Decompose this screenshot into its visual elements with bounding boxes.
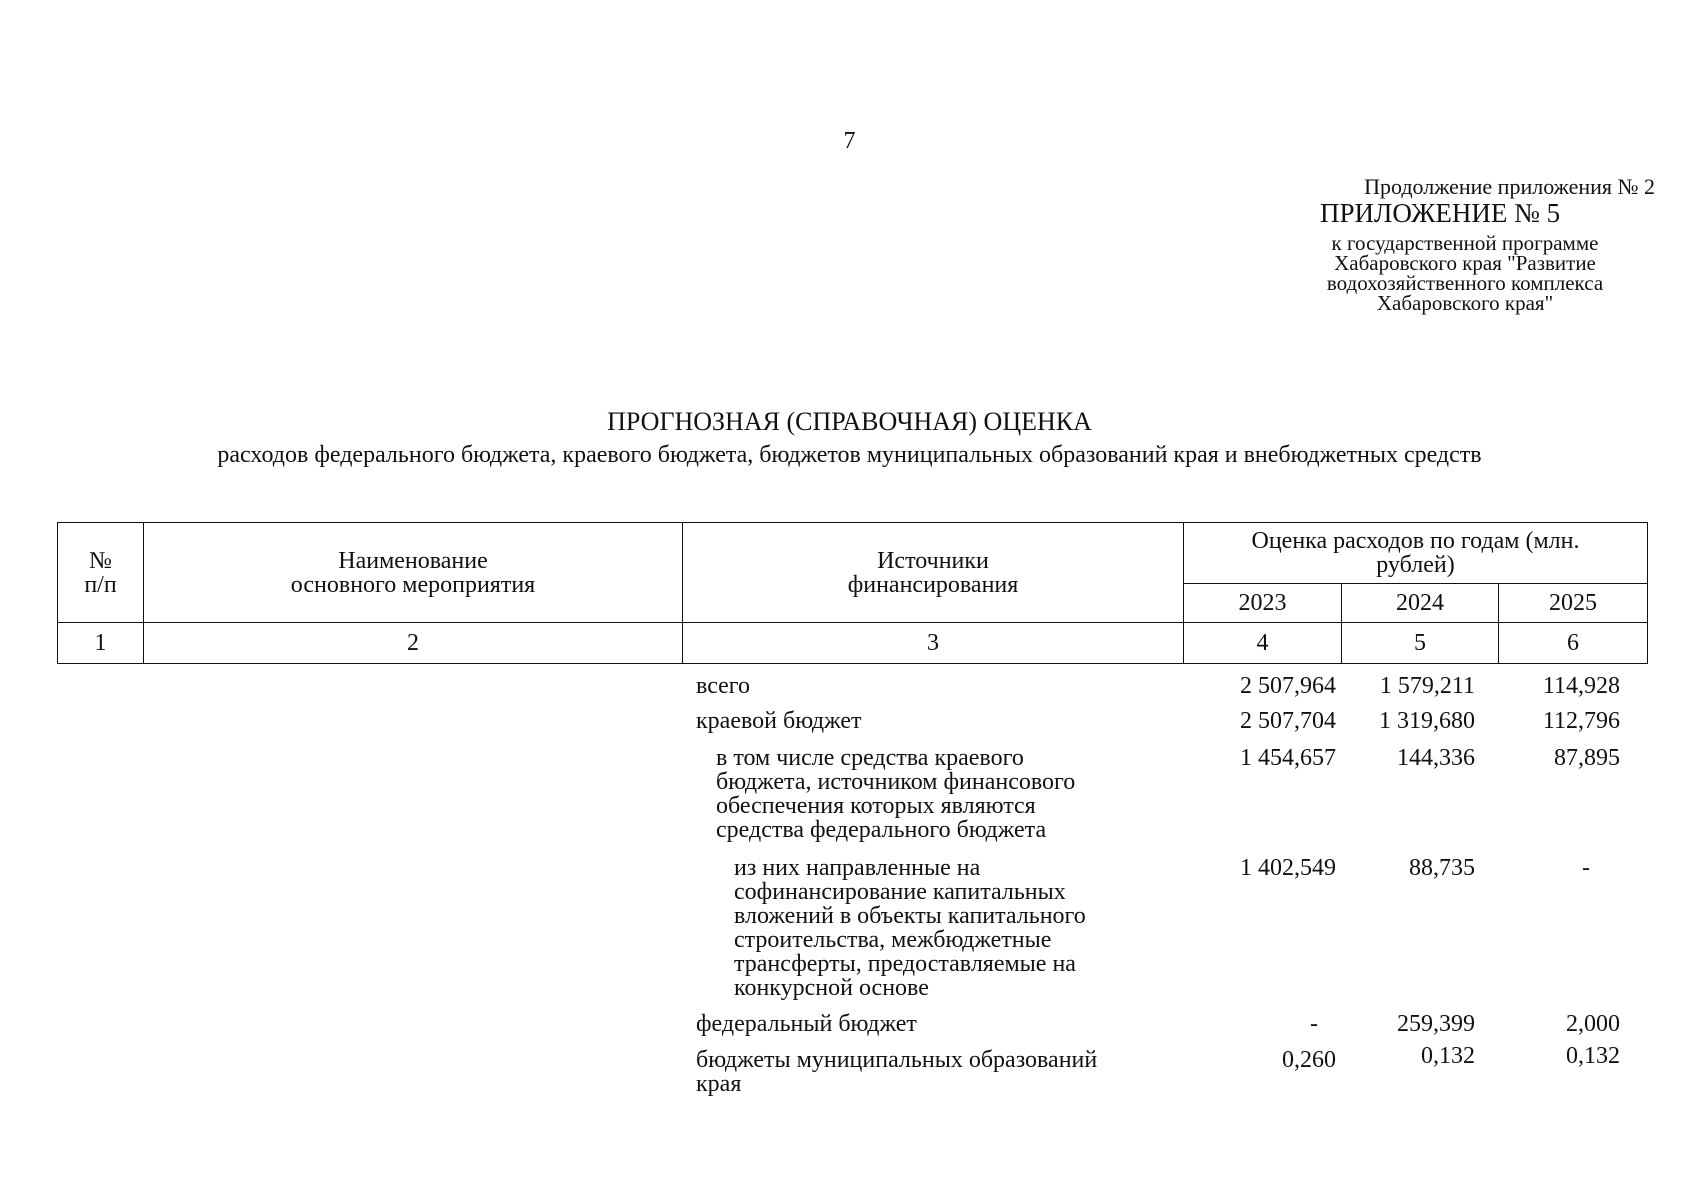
- header-year-2023: 2023: [1184, 584, 1342, 623]
- value-2024: 88,735: [1409, 855, 1475, 881]
- document-subtitle: расходов федерального бюджета, краевого бюджета, бюджетов муниципальных образований края и внебюджетных средств: [217, 442, 1482, 468]
- source-capital-investment: из них направленные на софинансирование капитальных вложений в объекты капитального строительства, межбюджетные трансферты, предоставляемые на конкурсной основе: [734, 855, 1086, 1001]
- value-2025: -: [1582, 855, 1590, 881]
- table-header: [57, 522, 1648, 664]
- value-2023: -: [1310, 1011, 1318, 1037]
- value-2025: 114,928: [1542, 673, 1620, 699]
- value-2024: 1 319,680: [1379, 708, 1475, 734]
- value-2024: 0,132: [1421, 1043, 1475, 1069]
- value-2023: 0,260: [1282, 1047, 1336, 1073]
- document-title: ПРОГНОЗНАЯ (СПРАВОЧНАЯ) ОЦЕНКА: [607, 407, 1092, 436]
- header-cell-name: Наименование основного мероприятия: [144, 523, 683, 623]
- source-municipal-budgets: бюджеты муниципальных образований края: [696, 1047, 1098, 1097]
- value-2024: 1 579,211: [1379, 673, 1475, 699]
- value-2024: 144,336: [1397, 745, 1475, 771]
- annex-title: ПРИЛОЖЕНИЕ № 5: [1320, 198, 1561, 228]
- header-cell-number: № п/п: [58, 523, 144, 623]
- annex-description: [1280, 233, 1650, 313]
- continuation-note: Продолжение приложения № 2: [1364, 174, 1655, 199]
- value-2025: 2,000: [1566, 1011, 1620, 1037]
- annex-line: Хабаровского края "Развитие: [1334, 251, 1596, 275]
- value-2023: 1 402,549: [1240, 855, 1336, 881]
- column-number: 2: [144, 623, 683, 664]
- source-regional-budget: краевой бюджет: [696, 708, 862, 734]
- column-number: 3: [683, 623, 1184, 664]
- page-number: 7: [843, 128, 856, 154]
- column-number: 6: [1499, 623, 1648, 664]
- value-2025: 0,132: [1566, 1043, 1620, 1069]
- source-federal-budget: федеральный бюджет: [696, 1011, 917, 1037]
- value-2025: 112,796: [1542, 708, 1620, 734]
- annex-line: к государственной программе: [1331, 231, 1599, 255]
- header-cell-estimate: Оценка расходов по годам (млн. рублей): [1184, 523, 1648, 584]
- header-year-2024: 2024: [1342, 584, 1499, 623]
- column-number: 4: [1184, 623, 1342, 664]
- annex-line: Хабаровского края": [1376, 291, 1554, 315]
- annex-line: водохозяйственного комплекса: [1326, 271, 1604, 295]
- value-2023: 1 454,657: [1240, 745, 1336, 771]
- source-total: всего: [696, 673, 751, 699]
- value-2025: 87,895: [1554, 745, 1620, 771]
- column-number: 1: [58, 623, 144, 664]
- source-regional-federal-funded: в том числе средства краевого бюджета, источником финансового обеспечения которых являются средства федерального бюджета: [716, 745, 1076, 843]
- value-2024: 259,399: [1397, 1011, 1475, 1037]
- column-number: 5: [1342, 623, 1499, 664]
- header-year-2025: 2025: [1499, 584, 1648, 623]
- header-cell-source: Источники финансирования: [683, 523, 1184, 623]
- value-2023: 2 507,964: [1240, 673, 1336, 699]
- value-2023: 2 507,704: [1240, 708, 1336, 734]
